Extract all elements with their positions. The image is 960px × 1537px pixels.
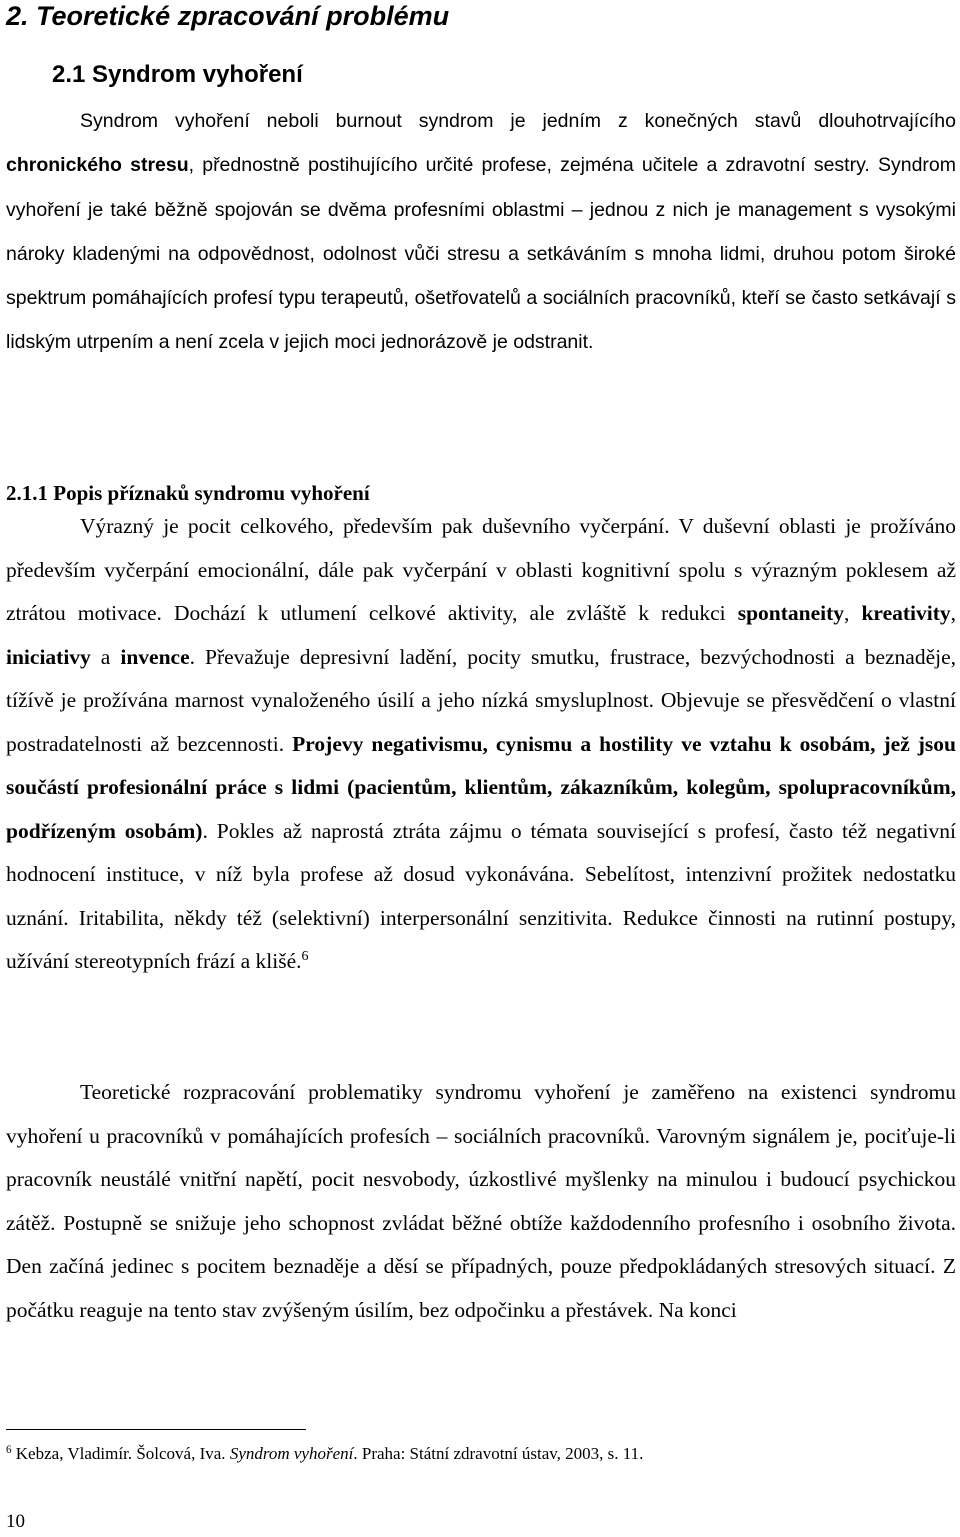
footnote-reference[interactable]: 6 — [301, 949, 309, 964]
text-run: Výrazný je pocit celkového, především pak duševního vyčerpání. V duševní oblasti je prožíváno především vyčerpání emocionální, dále pak vyčerpání v oblasti kognitivní spolu s výrazným poklesem až ztrátou motivace. Dochází k utlumení celkové aktivity, ale zvláště k redukci — [6, 514, 956, 625]
text-run: a — [90, 644, 121, 669]
text-run: Syndrom vyhoření neboli burnout syndrom je jedním z konečných stavů dlouhotrvajícího — [80, 110, 956, 132]
text-run: , — [844, 601, 862, 625]
footnote-divider — [6, 1429, 306, 1430]
subsection-heading: 2.1.1 Popis příznaků syndromu vyhoření — [6, 481, 370, 505]
footnote-number: 6 — [6, 1444, 12, 1456]
text-run: . Pokles až naprostá ztráta zájmu o témata související s profesí, často též negativní hodnocení instituce, v níž byla profese až dosud vykonávána. Sebelítost, intenzivní prožitek nedostatku uznání. Iritabilita, někdy též (selektivní) interpersonální senzitivita. Redukce činnosti na rutinní postupy, užívání stereotypních frází a klišé. — [6, 818, 956, 973]
bold-term: chronického stresu — [6, 154, 189, 177]
text-run: . Převažuje depresivní ladění, pocity smutku, frustrace, bezvýchodnosti a beznaděje, tížívě je prožívána marnost vynaloženého úsilí a jeho nízká smysluplnost. Objevuje se přesvědčení o vlastní postradatelnosti až bezcennosti. — [6, 644, 957, 756]
footnote-title: Syndrom vyhoření — [229, 1444, 354, 1463]
bold-phrase: Projevy negativismu, cynismu a hostility ve vztahu k osobám, jež jsou součástí profesionální práce s lidmi (pacientům, klientům, zákazníkům, kolegům, spolupracovníkům, podřízeným osobám) — [6, 731, 956, 843]
bold-term: spontaneity — [737, 601, 845, 625]
footnote — [6, 1442, 643, 1466]
section-paragraph — [6, 99, 956, 365]
chapter-heading: 2. Teoretické zpracování problému — [6, 1, 450, 31]
page-number: 10 — [6, 1511, 25, 1532]
text-run: , přednostně postihujícího určité profese, zejména učitele a zdravotní sestry. Syndrom vyhoření je také běžně spojován se dvěma profesními oblastmi – jednou z nich je management s vysokými nároky kladenými na odpovědnost, odolnost vůči stresu a setkáváním s mnoha lidmi, druhou potom široké spektrum pomáhajících profesí typu terapeutů, ošetřovatelů a sociálních pracovníků, kteří se často setkávají s lidským utrpením a není zcela v jejich moci jednorázově je odstranit. — [6, 154, 957, 354]
subsection-paragraph-2: Teoretické rozpracování problematiky syndromu vyhoření je zaměřeno na existenci syndromu vyhoření u pracovníků v pomáhajících profesích – sociálních pracovníků. Varovným signálem je, pociťuje-li pracovník neustálé vnitřní napětí, pocit nesvobody, úzkostlivé myšlenky na minulou i budoucí psychickou zátěž. Postupně se snižuje jeho schopnost zvládat běžné obtíže každodenního profesního i osobního života. Den začíná jedinec s pocitem beznaděje a děsí se případných, pouze předpokládaných stresových situací. Z počátku reaguje na tento stav zvýšeným úsilím, bez odpočinku a přestávek. Na konci — [6, 1080, 956, 1322]
section-heading: 2.1 Syndrom vyhoření — [52, 61, 303, 88]
footnote-text: Kebza, Vladimír. Šolcová, Iva. — [11, 1444, 230, 1463]
bold-term: invence — [120, 644, 190, 669]
bold-term: kreativity — [861, 601, 951, 625]
footnote-text: . Praha: Státní zdravotní ústav, 2003, s. 11. — [353, 1444, 644, 1463]
bold-term: iniciativy — [6, 644, 91, 669]
text-run: , — [950, 601, 957, 625]
subsection-paragraph-1 — [6, 505, 956, 984]
